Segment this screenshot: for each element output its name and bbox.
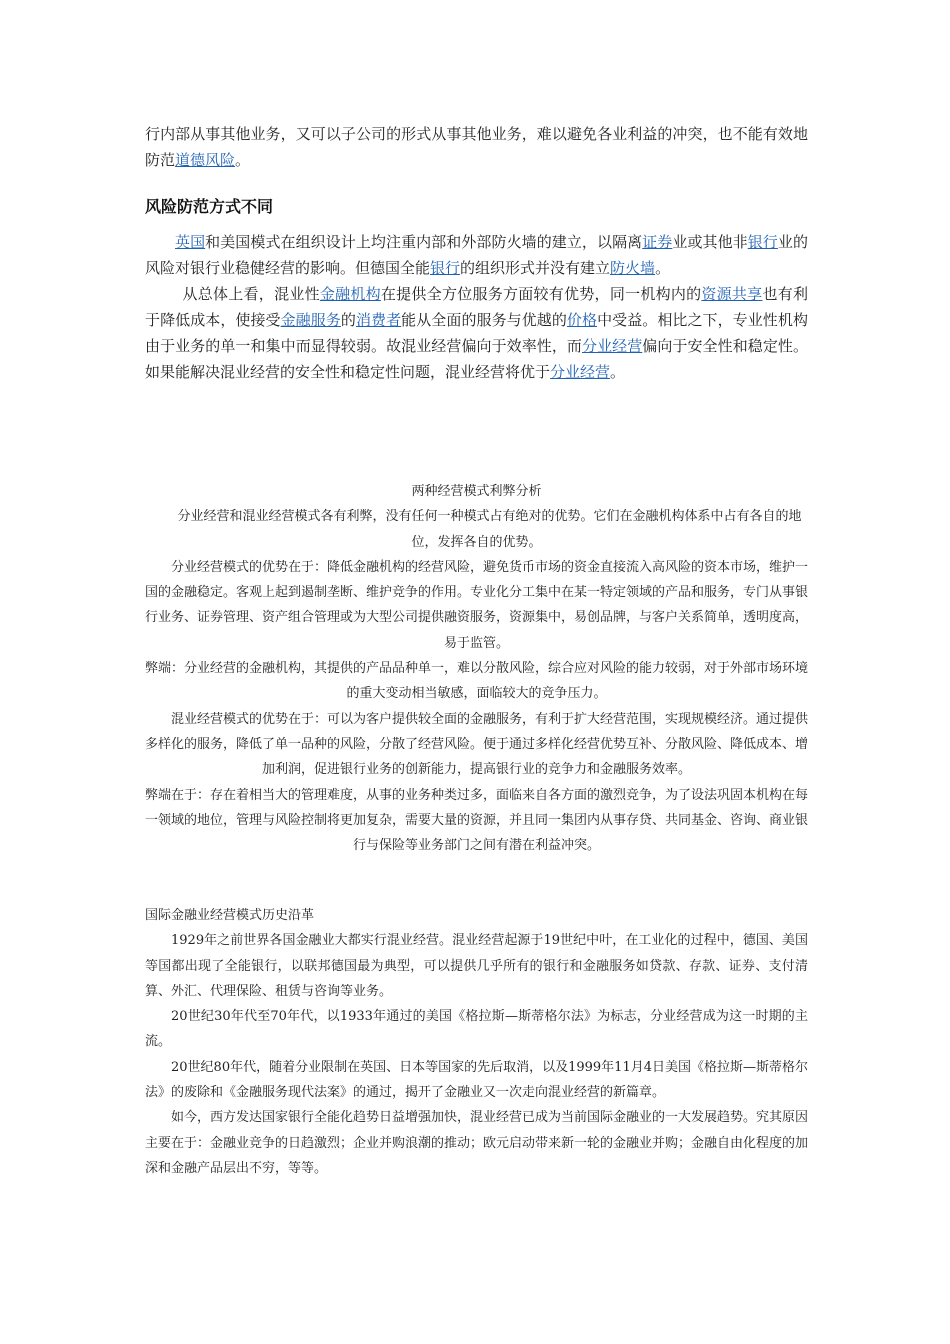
link-bank-2[interactable]: 银行 [430, 259, 461, 277]
link-moral-hazard[interactable]: 道德风险 [175, 151, 236, 169]
history-paragraph-4: 如今，西方发达国家银行全能化趋势日益增强加快，混业经营已成为当前国际金融业的一大发展趋势。究其原因主要在于：金融业竞争的日趋激烈；企业并购浪潮的推动；欧元启动带来新一轮的金融业并购；金融自由化程度的加深和金融产品层出不穷，等等。 [145, 1110, 809, 1176]
link-price[interactable]: 价格 [566, 311, 598, 329]
history-title: 国际金融业经营模式历史沿革 [145, 908, 315, 923]
history-paragraph-3: 20世纪80年代，随着分业限制在英国、日本等国家的先后取消，以及1999年11月4日美国《格拉斯—斯蒂格尔法》的废除和《金融服务现代法案》的通过，揭开了金融业又一次走向混业经营的新篇章。 [145, 1059, 808, 1101]
analysis-paragraph-3: 弊端：分业经营的金融机构，其提供的产品品种单一，难以分散风险，综合应对风险的能力较弱，对于外部市场环境的重大变动相当敏感，面临较大的竞争压力。 [145, 661, 809, 702]
analysis-paragraph-2: 分业经营模式的优势在于：降低金融机构的经营风险，避免货币市场的资金直接流入高风险的资本市场，维护一国的金融稳定。客观上起到遏制垄断、维护竞争的作用。专业化分工集中在某一特定领域的产品和服务，专门从事银行业务、证券管理、资产组合管理或为大型公司提供融资服务，资源集中，易创品牌，与客户关系简单，透明度高，易于监管。 [145, 559, 809, 651]
analysis-section [145, 479, 808, 858]
link-uk[interactable]: 英国 [175, 233, 206, 251]
risk-paragraphs [145, 229, 808, 385]
overall-paragraph: 从总体上看，混业性金融机构在提供全方位服务方面较有优势，同一机构内的资源共享也有利于降低成本，使接受金融服务的消费者能从全面的服务与优越的价格中受益。相比之下，专业性机构由于业务的单一和集中而显得较弱。故混业经营偏向于效率性，而分业经营偏向于安全性和稳定性。如果能解决混业经营的安全性和稳定性问题，混业经营将优于分业经营。 [145, 285, 808, 381]
link-financial-institution[interactable]: 金融机构 [319, 285, 381, 303]
link-separate-operation-1[interactable]: 分业经营 [582, 337, 643, 355]
analysis-paragraph-4: 混业经营模式的优势在于：可以为客户提供较全面的金融服务，有利于扩大经营范围，实现规模经济。通过提供多样化的服务，降低了单一品种的风险，分散了经营风险。便于通过多样化经营优势互补、分散风险、降低成本、增加利润，促进银行业务的创新能力，提高银行业的竞争力和金融服务效率。 [145, 711, 809, 778]
history-paragraph-1: 1929年之前世界各国金融业大都实行混业经营。混业经营起源于19世纪中叶，在工业化的过程中，德国、美国等国都出现了全能银行，以联邦德国最为典型，可以提供几乎所有的银行和金融服务如贷款、存款、证券、支付清算、外汇、代理保险、租赁与咨询等业务。 [145, 933, 808, 999]
analysis-paragraph-1: 分业经营和混业经营模式各有利弊，没有任何一种模式占有绝对的优势。它们在金融机构体系中占有各自的地位，发挥各自的优势。 [177, 509, 802, 550]
history-paragraph-2: 20世纪30年代至70年代，以1933年通过的美国《格拉斯—斯蒂格尔法》为标志，分业经营成为这一时期的主流。 [145, 1009, 808, 1050]
section-heading: 风险防范方式不同 [145, 197, 274, 216]
risk-section [145, 195, 808, 219]
history-section [145, 903, 808, 1181]
link-consumer[interactable]: 消费者 [355, 311, 402, 329]
link-firewall[interactable]: 防火墙 [610, 259, 656, 277]
analysis-paragraph-5: 弊端在于：存在着相当大的管理难度，从事的业务种类过多，面临来自各方面的激烈竞争，为了设法巩固本机构在每一领域的地位，管理与风险控制将更加复杂，需要大量的资源，并且同一集团内从事存贷、共同基金、咨询、商业银行与保险等业务部门之间有潜在利益冲突。 [145, 787, 809, 854]
continuation-paragraph: 行内部从事其他业务，又可以子公司的形式从事其他业务，难以避免各业利益的冲突，也不能有效地防范道德风险。 [145, 125, 808, 169]
link-bank-1[interactable]: 银行 [747, 233, 778, 251]
link-securities[interactable]: 证券 [642, 233, 673, 251]
analysis-title: 两种经营模式利弊分析 [411, 484, 542, 499]
link-resource-sharing[interactable]: 资源共享 [701, 285, 763, 303]
intro-block [145, 121, 808, 173]
link-separate-operation-2[interactable]: 分业经营 [550, 363, 611, 381]
firewall-paragraph: 英国和美国模式在组织设计上均注重内部和外部防火墙的建立，以隔离证券业或其他非银行业的风险对银行业稳健经营的影响。但德国全能银行的组织形式并没有建立防火墙。 [145, 233, 808, 277]
link-financial-services[interactable]: 金融服务 [280, 311, 341, 329]
